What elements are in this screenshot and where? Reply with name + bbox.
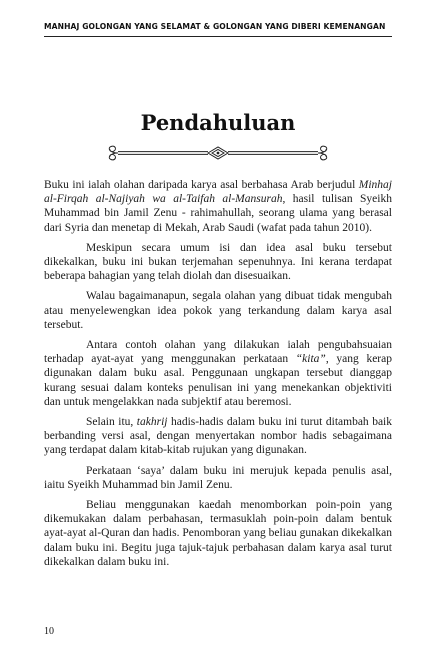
paragraph-4-text-b: , yang kerap digunakan dalam buku asal. Penggunaan ungkapan tersebut dianggap kurang sesuai dalam konteks penulisan ini yang menekankan objektiviti dan untuk mengelakkan nada subjektif atau beremosi. [44, 353, 392, 408]
scroll-flourish-divider-icon [104, 144, 332, 162]
paragraph-1-text-a: Buku ini ialah olahan daripada karya asal berbahasa Arab berjudul [44, 179, 359, 191]
body-text [44, 178, 392, 575]
paragraph-1-text-b: , hasil tulisan Syeikh Muhammad bin Jamil Zenu - rahimahullah, seorang ulama yang berasal dari Syria dan menetap di Mekah, Arab Saudi (wafat pada tahun 2010). [44, 193, 392, 234]
header-rule [44, 36, 392, 37]
term-italic: takhrij [136, 416, 168, 429]
paragraph-4 [44, 338, 392, 409]
quoted-word-italic: “kita” [295, 353, 326, 366]
paragraph-3: Walau bagaimanapun, segala olahan yang dibuat tidak mengubah atau menyelewengkan idea pokok yang terkandung dalam karya asal tersebut. [44, 290, 392, 331]
paragraph-2: Meskipun secara umum isi dan idea asal buku tersebut dikekalkan, buku ini bukan terjemahan sepenuhnya. Ini kerana terdapat beberapa bahagian yang telah diolah dan disesuaikan. [44, 241, 392, 283]
paragraph-7: Beliau menggunakan kaedah menomborkan poin-poin yang dikemukakan dalam perbahasan, termasuklah poin-poin dalam bentuk ayat-ayat al-Quran dan hadis. Penomboran yang beliau gunakan dikekalkan dalam buku ini. Begitu juga tajuk-tajuk perbahasan dalam karya asal turut dikekalkan dalam buku ini. [44, 499, 392, 568]
chapter-title: Pendahuluan [140, 110, 296, 135]
paragraph-5-text-b: hadis-hadis dalam buku ini turut ditambah baik berbanding versi asal, dengan menyertakan nombor hadis sebagaimana yang terdapat dalam kitab-kitab rujukan yang digunakan. [44, 416, 392, 457]
paragraph-5 [44, 415, 392, 458]
paragraph-6: Perkataan ‘saya’ dalam buku ini merujuk kepada penulis asal, iaitu Syeikh Muhammad bin Jamil Zenu. [44, 464, 392, 491]
paragraph-5-text-a: Selain itu, [86, 416, 137, 429]
running-head: MANHAJ GOLONGAN YANG SELAMAT & GOLONGAN YANG DIBERI KEMENANGAN [44, 22, 386, 31]
page-number: 10 [44, 626, 54, 637]
paragraph-1 [44, 178, 392, 235]
book-title-italic: Minhaj al-Firqah al-Najiyah wa al-Taifah al-Mansurah [44, 179, 392, 206]
paragraph-4-text-a: Antara contoh olahan yang dilakukan ialah pengubahsuaian terhadap ayat-ayat yang menggunakan perkataan [44, 339, 392, 366]
